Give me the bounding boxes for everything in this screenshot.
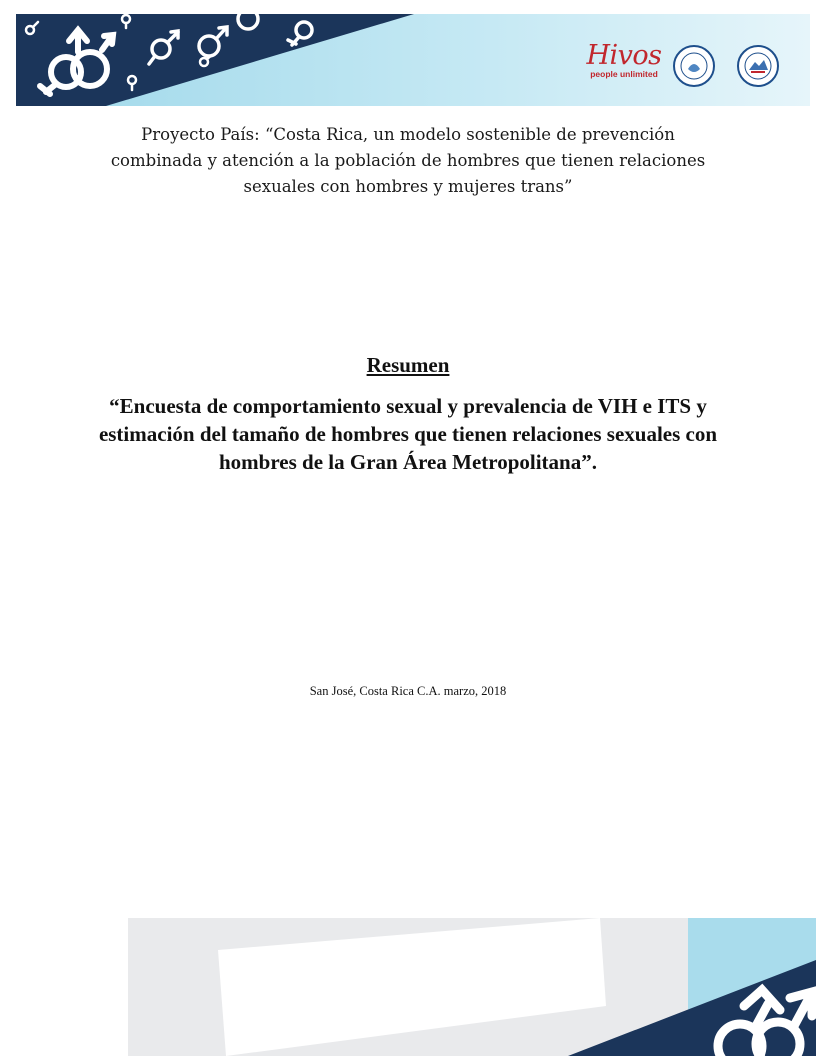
main-title: “Encuesta de comportamiento sexual y prevalencia de VIH e ITS y estimación del tamaño de hombres que tienen relaciones sexuales con hombres de la Gran Área Metropolitana”. (98, 394, 718, 474)
hivos-logo-word: Hivos (586, 40, 662, 71)
hivos-logo-tagline: people unlimited (590, 69, 658, 79)
footer-banner-graphic (128, 918, 816, 1056)
footer-banner (128, 918, 816, 1056)
hivos-logo (584, 42, 664, 79)
place-date: San José, Costa Rica C.A. marzo, 2018 (309, 684, 507, 698)
costa-rica-ministry-seal-icon (736, 44, 780, 88)
header-banner (16, 14, 810, 106)
ccss-seguro-social-seal-icon (672, 44, 716, 88)
section-heading: Resumen (366, 353, 450, 377)
project-title: Proyecto País: “Costa Rica, un modelo sostenible de prevención combinada y atención a la población de hombres que tienen relaciones sexuales con hombres y mujeres trans” (110, 125, 706, 196)
